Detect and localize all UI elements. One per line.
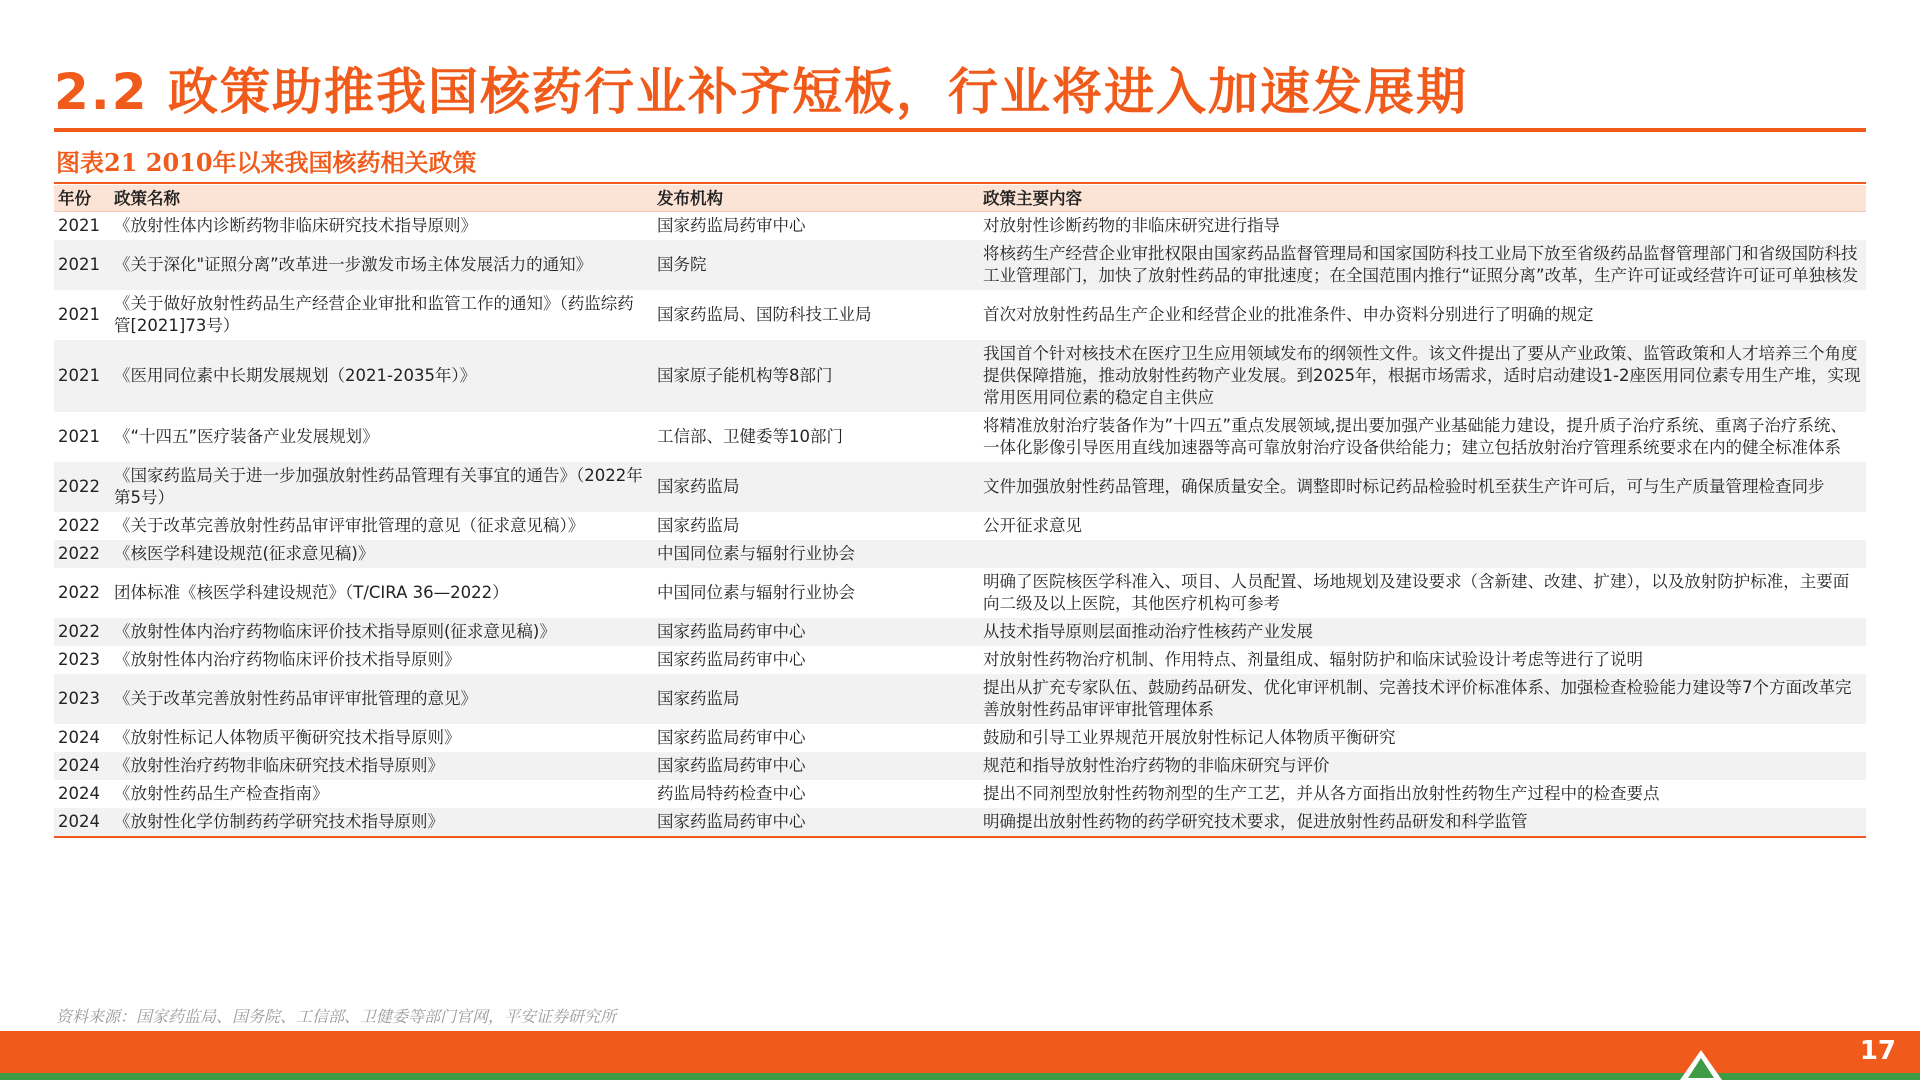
cell-year: 2024: [54, 808, 110, 837]
cell-policy-name: 《“十四五”医疗装备产业发展规划》: [114, 427, 379, 446]
cell-content: [979, 540, 1866, 568]
cell-content: 将精准放射治疗装备作为”十四五”重点发展领域,提出要加强产业基础能力建设，提升质子治疗系统、重离子治疗系统、一体化影像引导医用直线加速器等高可靠放射治疗设备供给能力；建立包括放射治疗管理系统要求在内的健全标准体系: [983, 416, 1847, 457]
cell-issuer: 工信部、卫健委等10部门: [657, 427, 843, 446]
cell-issuer: 国家药监局、国防科技工业局: [657, 305, 872, 324]
cell-issuer: 国务院: [653, 240, 979, 290]
cell-issuer: 国家药监局药审中心: [657, 728, 806, 747]
cell-policy-name: 《放射性体内诊断药物非临床研究技术指导原则》: [114, 216, 477, 235]
cell-year: 2021: [58, 305, 100, 324]
page-title: 2.2 政策助推我国核药行业补齐短板，行业将进入加速发展期: [54, 63, 1468, 121]
cell-issuer: 国家药监局: [653, 674, 979, 724]
cell-issuer: 中国同位素与辐射行业协会: [657, 583, 855, 602]
cell-issuer: 国家药监局药审中心: [653, 808, 979, 837]
footer-accent-stripe: [0, 1073, 1920, 1080]
cell-year: 2021: [58, 216, 100, 235]
cell-content: 对放射性诊断药物的非临床研究进行指导: [983, 216, 1280, 235]
cell-policy-name: 《国家药监局关于进一步加强放射性药品管理有关事宜的通告》（2022年 第5号）: [110, 462, 653, 512]
page-number: 17: [1859, 1036, 1896, 1066]
header-issuer: 发布机构: [653, 185, 979, 212]
cell-issuer: 国家原子能机构等8部门: [653, 340, 979, 412]
cell-year: 2022: [54, 618, 110, 646]
table-row: [54, 512, 1866, 540]
table-row: [54, 618, 1866, 646]
table-row: [54, 724, 1866, 752]
cell-year: 2023: [58, 650, 100, 669]
cell-year: 2022: [58, 516, 100, 535]
cell-issuer: 国家药监局: [653, 462, 979, 512]
cell-year: 2022: [54, 540, 110, 568]
cell-content: 首次对放射性药品生产企业和经营企业的批准条件、申办资料分别进行了明确的规定: [983, 305, 1594, 324]
cell-content: 公开征求意见: [983, 516, 1082, 535]
header-policy-name: 政策名称: [110, 185, 653, 212]
cell-policy-name: 《放射性体内治疗药物临床评价技术指导原则》: [114, 650, 461, 669]
table-row: [54, 212, 1866, 241]
cell-content: 明确了医院核医学科准入、项目、人员配置、场地规划及建设要求（含新建、改建、扩建），以及放射防护标准，主要面向二级及以上医院，其他医疗机构可参考: [983, 572, 1850, 613]
table-row: [54, 568, 1866, 618]
cell-year: 2024: [58, 728, 100, 747]
cell-issuer: 药监局特药检查中心: [657, 784, 806, 803]
cell-content: 提出不同剂型放射性药物剂型的生产工艺，并从各方面指出放射性药物生产过程中的检查要点: [983, 784, 1660, 803]
cell-policy-name: 《放射性体内治疗药物临床评价技术指导原则(征求意见稿)》: [110, 618, 653, 646]
cell-policy-name: 《关于做好放射性药品生产经营企业审批和监管工作的通知》（药监综药管[2021]73号）: [114, 294, 634, 335]
caption-divider: [54, 182, 1866, 184]
table-row: [54, 808, 1866, 837]
table-row: [54, 752, 1866, 780]
title-divider: [54, 128, 1866, 132]
cell-content: 我国首个针对核技术在医疗卫生应用领域发布的纲领性文件。该文件提出了要从产业政策、监管政策和人才培养三个角度提供保障措施，推动放射性药物产业发展。到2025年，根据市场需求，适时启动建设1-2座医用同位素专用生产堆，实现常用医用同位素的稳定自主供应: [979, 340, 1866, 412]
table-row: [54, 674, 1866, 724]
cell-policy-name: 《放射性治疗药物非临床研究技术指导原则》: [110, 752, 653, 780]
figure-caption: 图表21 2010年以来我国核药相关政策: [56, 148, 477, 177]
company-logo-icon: [1678, 1048, 1724, 1080]
cell-year: 2023: [54, 674, 110, 724]
cell-policy-name: 团体标准《核医学科建设规范》（T/CIRA 36—2022）: [114, 583, 509, 602]
table-row: [54, 462, 1866, 512]
cell-issuer: 国家药监局: [657, 516, 740, 535]
cell-issuer: 国家药监局药审中心: [653, 618, 979, 646]
cell-issuer: 中国同位素与辐射行业协会: [653, 540, 979, 568]
cell-policy-name: 《放射性标记人体物质平衡研究技术指导原则》: [114, 728, 461, 747]
cell-policy-name: 《关于深化"证照分离”改革进一步激发市场主体发展活力的通知》: [110, 240, 653, 290]
cell-year: 2021: [58, 427, 100, 446]
cell-content: 提出从扩充专家队伍、鼓励药品研发、优化审评机制、完善技术评价标准体系、加强检查检验能力建设等7个方面改革完善放射性药品审评审批管理体系: [979, 674, 1866, 724]
header-year: 年份: [54, 185, 110, 212]
policy-table: [54, 185, 1866, 838]
cell-policy-name: 《放射性药品生产检查指南》: [114, 784, 329, 803]
cell-policy-name: 《放射性化学仿制药药学研究技术指导原则》: [110, 808, 653, 837]
cell-content: 对放射性药物治疗机制、作用特点、剂量组成、辐射防护和临床试验设计考虑等进行了说明: [983, 650, 1643, 669]
cell-issuer: 国家药监局药审中心: [657, 650, 806, 669]
cell-content: 规范和指导放射性治疗药物的非临床研究与评价: [979, 752, 1866, 780]
cell-year: 2022: [54, 462, 110, 512]
cell-year: 2021: [54, 240, 110, 290]
cell-issuer: 国家药监局药审中心: [653, 752, 979, 780]
table-row: [54, 412, 1866, 462]
table-row: [54, 240, 1866, 290]
cell-content: 将核药生产经营企业审批权限由国家药品监督管理局和国家国防科技工业局下放至省级药品监督管理部门和省级国防科技工业管理部门，加快了放射性药品的审批速度；在全国范围内推行“证照分离”改革，生产许可证或经营许可证可单独核发: [979, 240, 1866, 290]
cell-policy-name: 《核医学科建设规范(征求意见稿)》: [110, 540, 653, 568]
cell-year: 2021: [54, 340, 110, 412]
cell-year: 2024: [54, 752, 110, 780]
cell-issuer: 国家药监局药审中心: [657, 216, 806, 235]
table-row: [54, 340, 1866, 412]
cell-content: 鼓励和引导工业界规范开展放射性标记人体物质平衡研究: [983, 728, 1396, 747]
table-header-row: [54, 185, 1866, 212]
cell-policy-name: 《医用同位素中长期发展规划（2021-2035年）》: [110, 340, 653, 412]
cell-year: 2024: [58, 784, 100, 803]
cell-content: 从技术指导原则层面推动治疗性核药产业发展: [979, 618, 1866, 646]
table-row: [54, 540, 1866, 568]
cell-policy-name: 《关于改革完善放射性药品审评审批管理的意见》: [110, 674, 653, 724]
cell-content: 文件加强放射性药品管理，确保质量安全。调整即时标记药品检验时机至获生产许可后，可与生产质量管理检查同步: [979, 462, 1866, 512]
table-row: [54, 646, 1866, 674]
source-note: 资料来源：国家药监局、国务院、工信部、卫健委等部门官网，平安证券研究所: [56, 1007, 617, 1026]
table-row: [54, 780, 1866, 808]
cell-content: 明确提出放射性药物的药学研究技术要求，促进放射性药品研发和科学监管: [979, 808, 1866, 837]
cell-year: 2022: [58, 583, 100, 602]
table-row: [54, 290, 1866, 340]
footer-bar: [0, 1031, 1920, 1073]
header-content: 政策主要内容: [979, 185, 1866, 212]
cell-policy-name: 《关于改革完善放射性药品审评审批管理的意见（征求意见稿）》: [114, 516, 585, 535]
